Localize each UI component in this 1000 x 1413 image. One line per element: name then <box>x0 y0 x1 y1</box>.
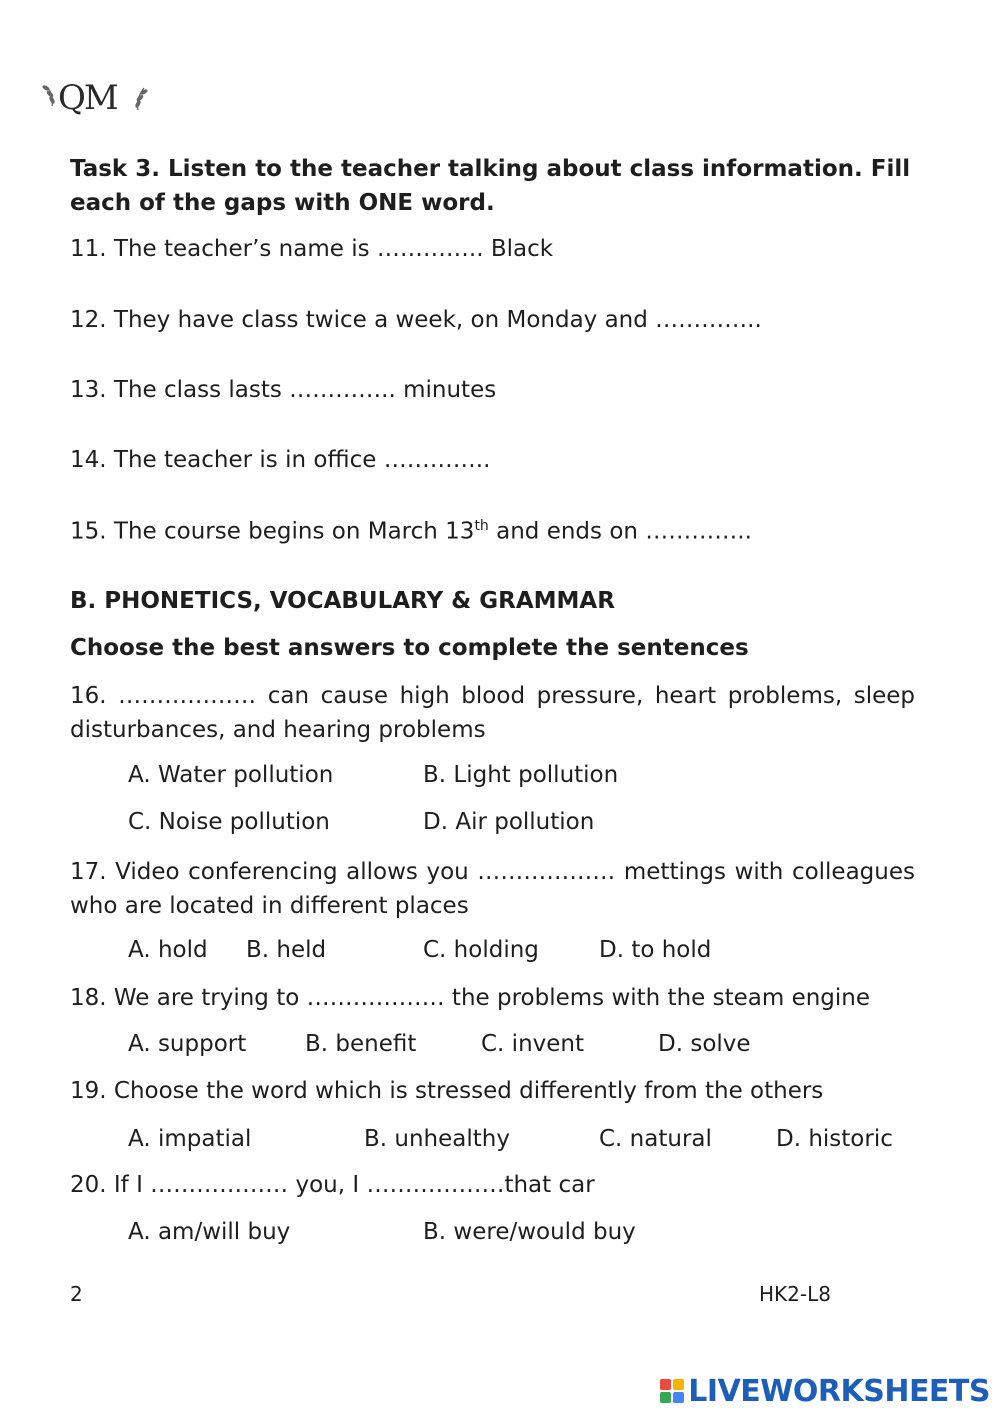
liveworksheets-watermark <box>660 1373 990 1409</box>
page-number: 2 <box>70 1282 83 1306</box>
q20-option-b[interactable]: B. were/would buy <box>423 1219 636 1245</box>
q20-option-a[interactable]: A. am/will buy <box>128 1219 291 1245</box>
logo-text: QM <box>58 78 117 118</box>
qm-logo <box>40 72 152 132</box>
q16-option-c[interactable]: C. Noise pollution <box>128 809 330 835</box>
question-18: 18. We are trying to ……………… the problems with the steam engine <box>70 985 871 1011</box>
question-15 <box>70 518 752 545</box>
question-14: 14. The teacher is in office ………….. <box>70 447 491 473</box>
q18-option-b[interactable]: B. benefit <box>305 1031 417 1057</box>
q17-option-c[interactable]: C. holding <box>423 937 539 963</box>
q18-option-a[interactable]: A. support <box>128 1031 247 1057</box>
question-11: 11. The teacher’s name is ………….. Black <box>70 236 554 262</box>
q19-option-b[interactable]: B. unhealthy <box>364 1126 510 1152</box>
document-code: HK2-L8 <box>759 1282 831 1306</box>
q16-option-b[interactable]: B. Light pollution <box>423 762 619 788</box>
q19-option-a[interactable]: A. impatial <box>128 1126 252 1152</box>
q17-option-b[interactable]: B. held <box>246 937 327 963</box>
q18-option-c[interactable]: C. invent <box>481 1031 585 1057</box>
watermark-text: LIVEWORKSHEETS <box>688 1373 990 1409</box>
liveworksheets-logo-icon <box>660 1379 684 1403</box>
q15-superscript: th <box>474 518 489 534</box>
question-13: 13. The class lasts ………….. minutes <box>70 377 497 403</box>
question-19: 19. Choose the word which is stressed differently from the others <box>70 1078 824 1104</box>
question-12: 12. They have class twice a week, on Monday and ………….. <box>70 307 762 333</box>
question-16: 16. ……………… can cause high blood pressure, heart problems, sleep disturbances, and hearing problems <box>70 683 915 743</box>
task3-heading: Task 3. Listen to the teacher talking about class information. Fill each of the gaps with ONE word. <box>70 156 911 216</box>
section-b-heading: B. PHONETICS, VOCABULARY & GRAMMAR <box>70 588 615 614</box>
q16-option-d[interactable]: D. Air pollution <box>423 809 595 835</box>
question-20: 20. If I ……………… you, I ………………that car <box>70 1172 595 1198</box>
q19-option-c[interactable]: C. natural <box>599 1126 712 1152</box>
q17-option-a[interactable]: A. hold <box>128 937 208 963</box>
q15-text: 15. The course begins on March 13 <box>70 518 475 545</box>
q17-option-d[interactable]: D. to hold <box>599 937 712 963</box>
q19-option-d[interactable]: D. historic <box>776 1126 893 1152</box>
question-17: 17. Video conferencing allows you ……………… mettings with colleagues who are located in different places <box>70 859 915 919</box>
section-b-instruction: Choose the best answers to complete the sentences <box>70 635 749 661</box>
q18-option-d[interactable]: D. solve <box>658 1031 751 1057</box>
q15-text-end: and ends on ………….. <box>488 518 752 545</box>
q16-option-a[interactable]: A. Water pollution <box>128 762 334 788</box>
